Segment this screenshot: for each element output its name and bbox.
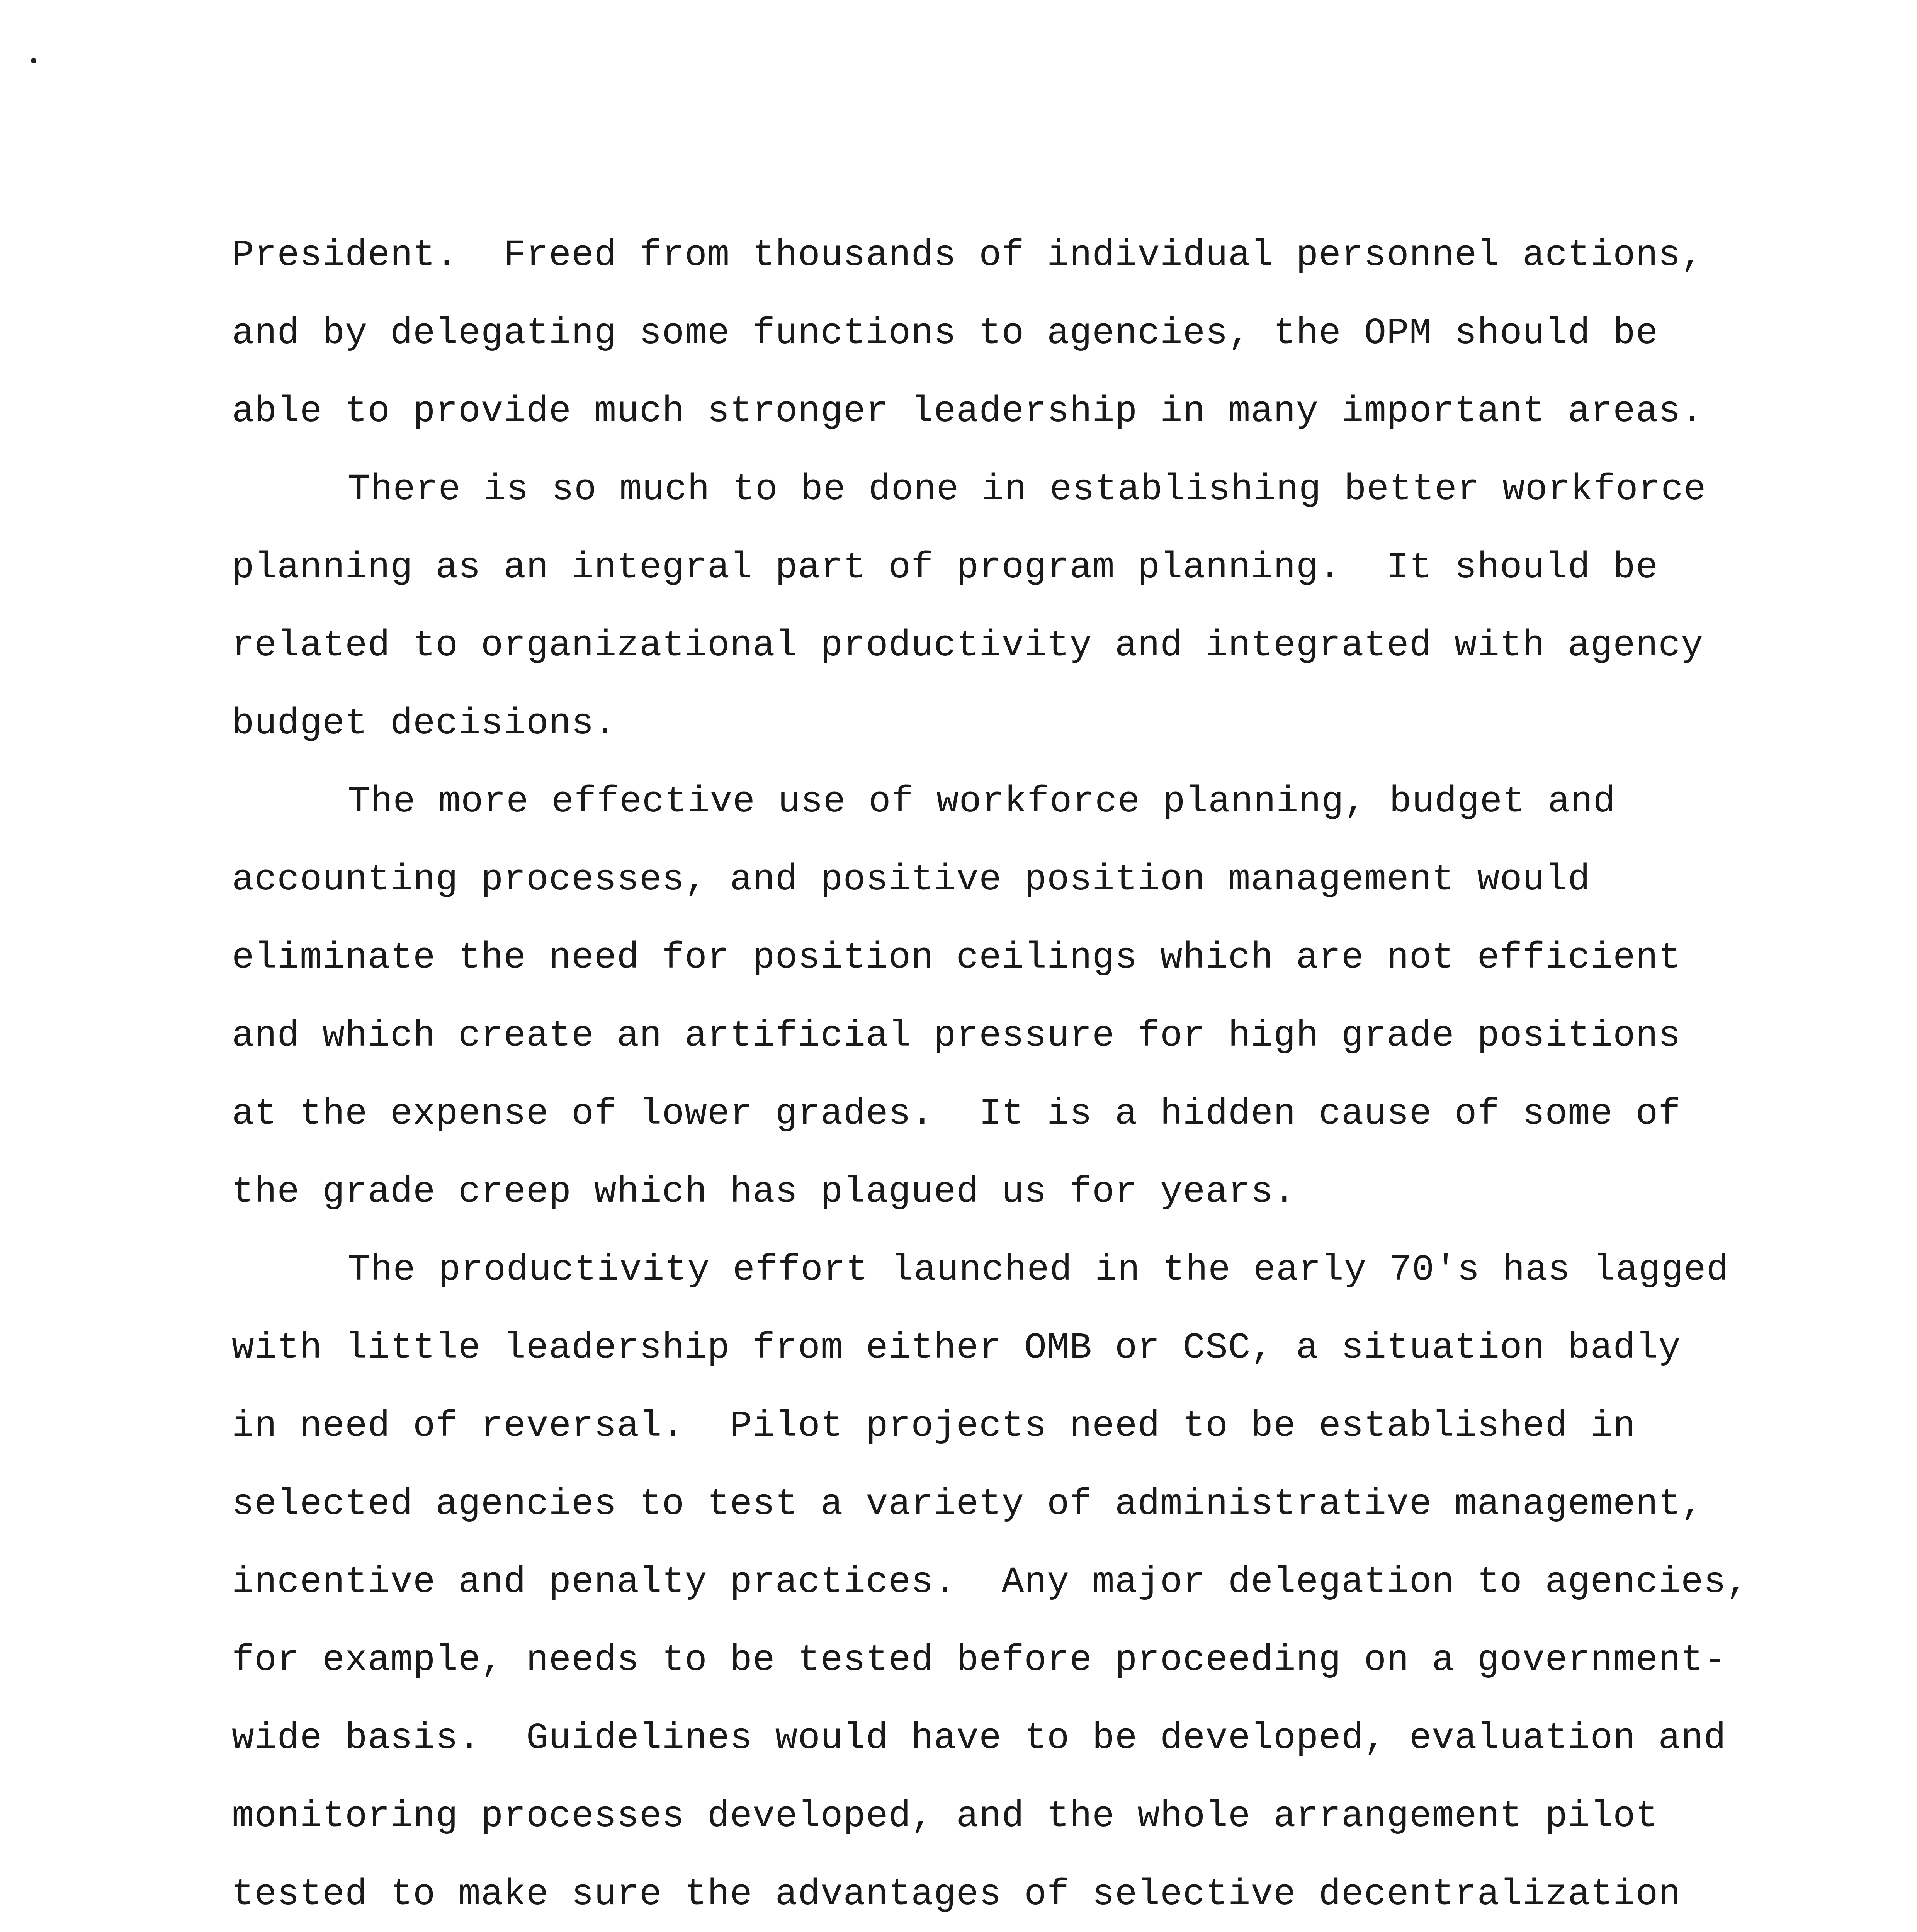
text-line: eliminate the need for position ceilings which are not efficient <box>232 937 1681 979</box>
body-text <box>232 216 1816 1932</box>
text-line: planning as an integral part of program planning. It should be <box>232 546 1659 588</box>
text-line: wide basis. Guidelines would have to be developed, evaluation and <box>232 1717 1727 1759</box>
text-line: monitoring processes developed, and the whole arrangement pilot <box>232 1795 1659 1837</box>
text-line: President. Freed from thousands of individual personnel actions, <box>232 234 1704 276</box>
scan-speck <box>31 58 36 63</box>
text-line: in need of reversal. Pilot projects need to be established in <box>232 1405 1636 1447</box>
text-line: at the expense of lower grades. It is a hidden cause of some of <box>232 1093 1681 1135</box>
text-line: selected agencies to test a variety of administrative management, <box>232 1483 1704 1525</box>
text-line: budget decisions. <box>232 702 617 745</box>
paragraph-first-line: There is so much to be done in establishing better workforce <box>348 468 1706 510</box>
text-line: accounting processes, and positive position management would <box>232 859 1591 901</box>
text-line: for example, needs to be tested before proceeding on a government- <box>232 1639 1727 1681</box>
text-line: the grade creep which has plagued us for years. <box>232 1171 1296 1213</box>
text-line: with little leadership from either OMB or CSC, a situation badly <box>232 1327 1681 1369</box>
paragraph-first-line: The productivity effort launched in the early 70's has lagged <box>348 1249 1729 1291</box>
text-line: incentive and penalty practices. Any major delegation to agencies, <box>232 1561 1749 1603</box>
text-line: tested to make sure the advantages of selective decentralization <box>232 1873 1681 1915</box>
paragraph-first-line: The more effective use of workforce planning, budget and <box>348 781 1616 823</box>
text-line: able to provide much stronger leadership in many important areas. <box>232 390 1704 432</box>
text-line: and which create an artificial pressure for high grade positions <box>232 1015 1681 1057</box>
text-line: and by delegating some functions to agencies, the OPM should be <box>232 312 1659 354</box>
text-line: related to organizational productivity and integrated with agency <box>232 624 1704 667</box>
